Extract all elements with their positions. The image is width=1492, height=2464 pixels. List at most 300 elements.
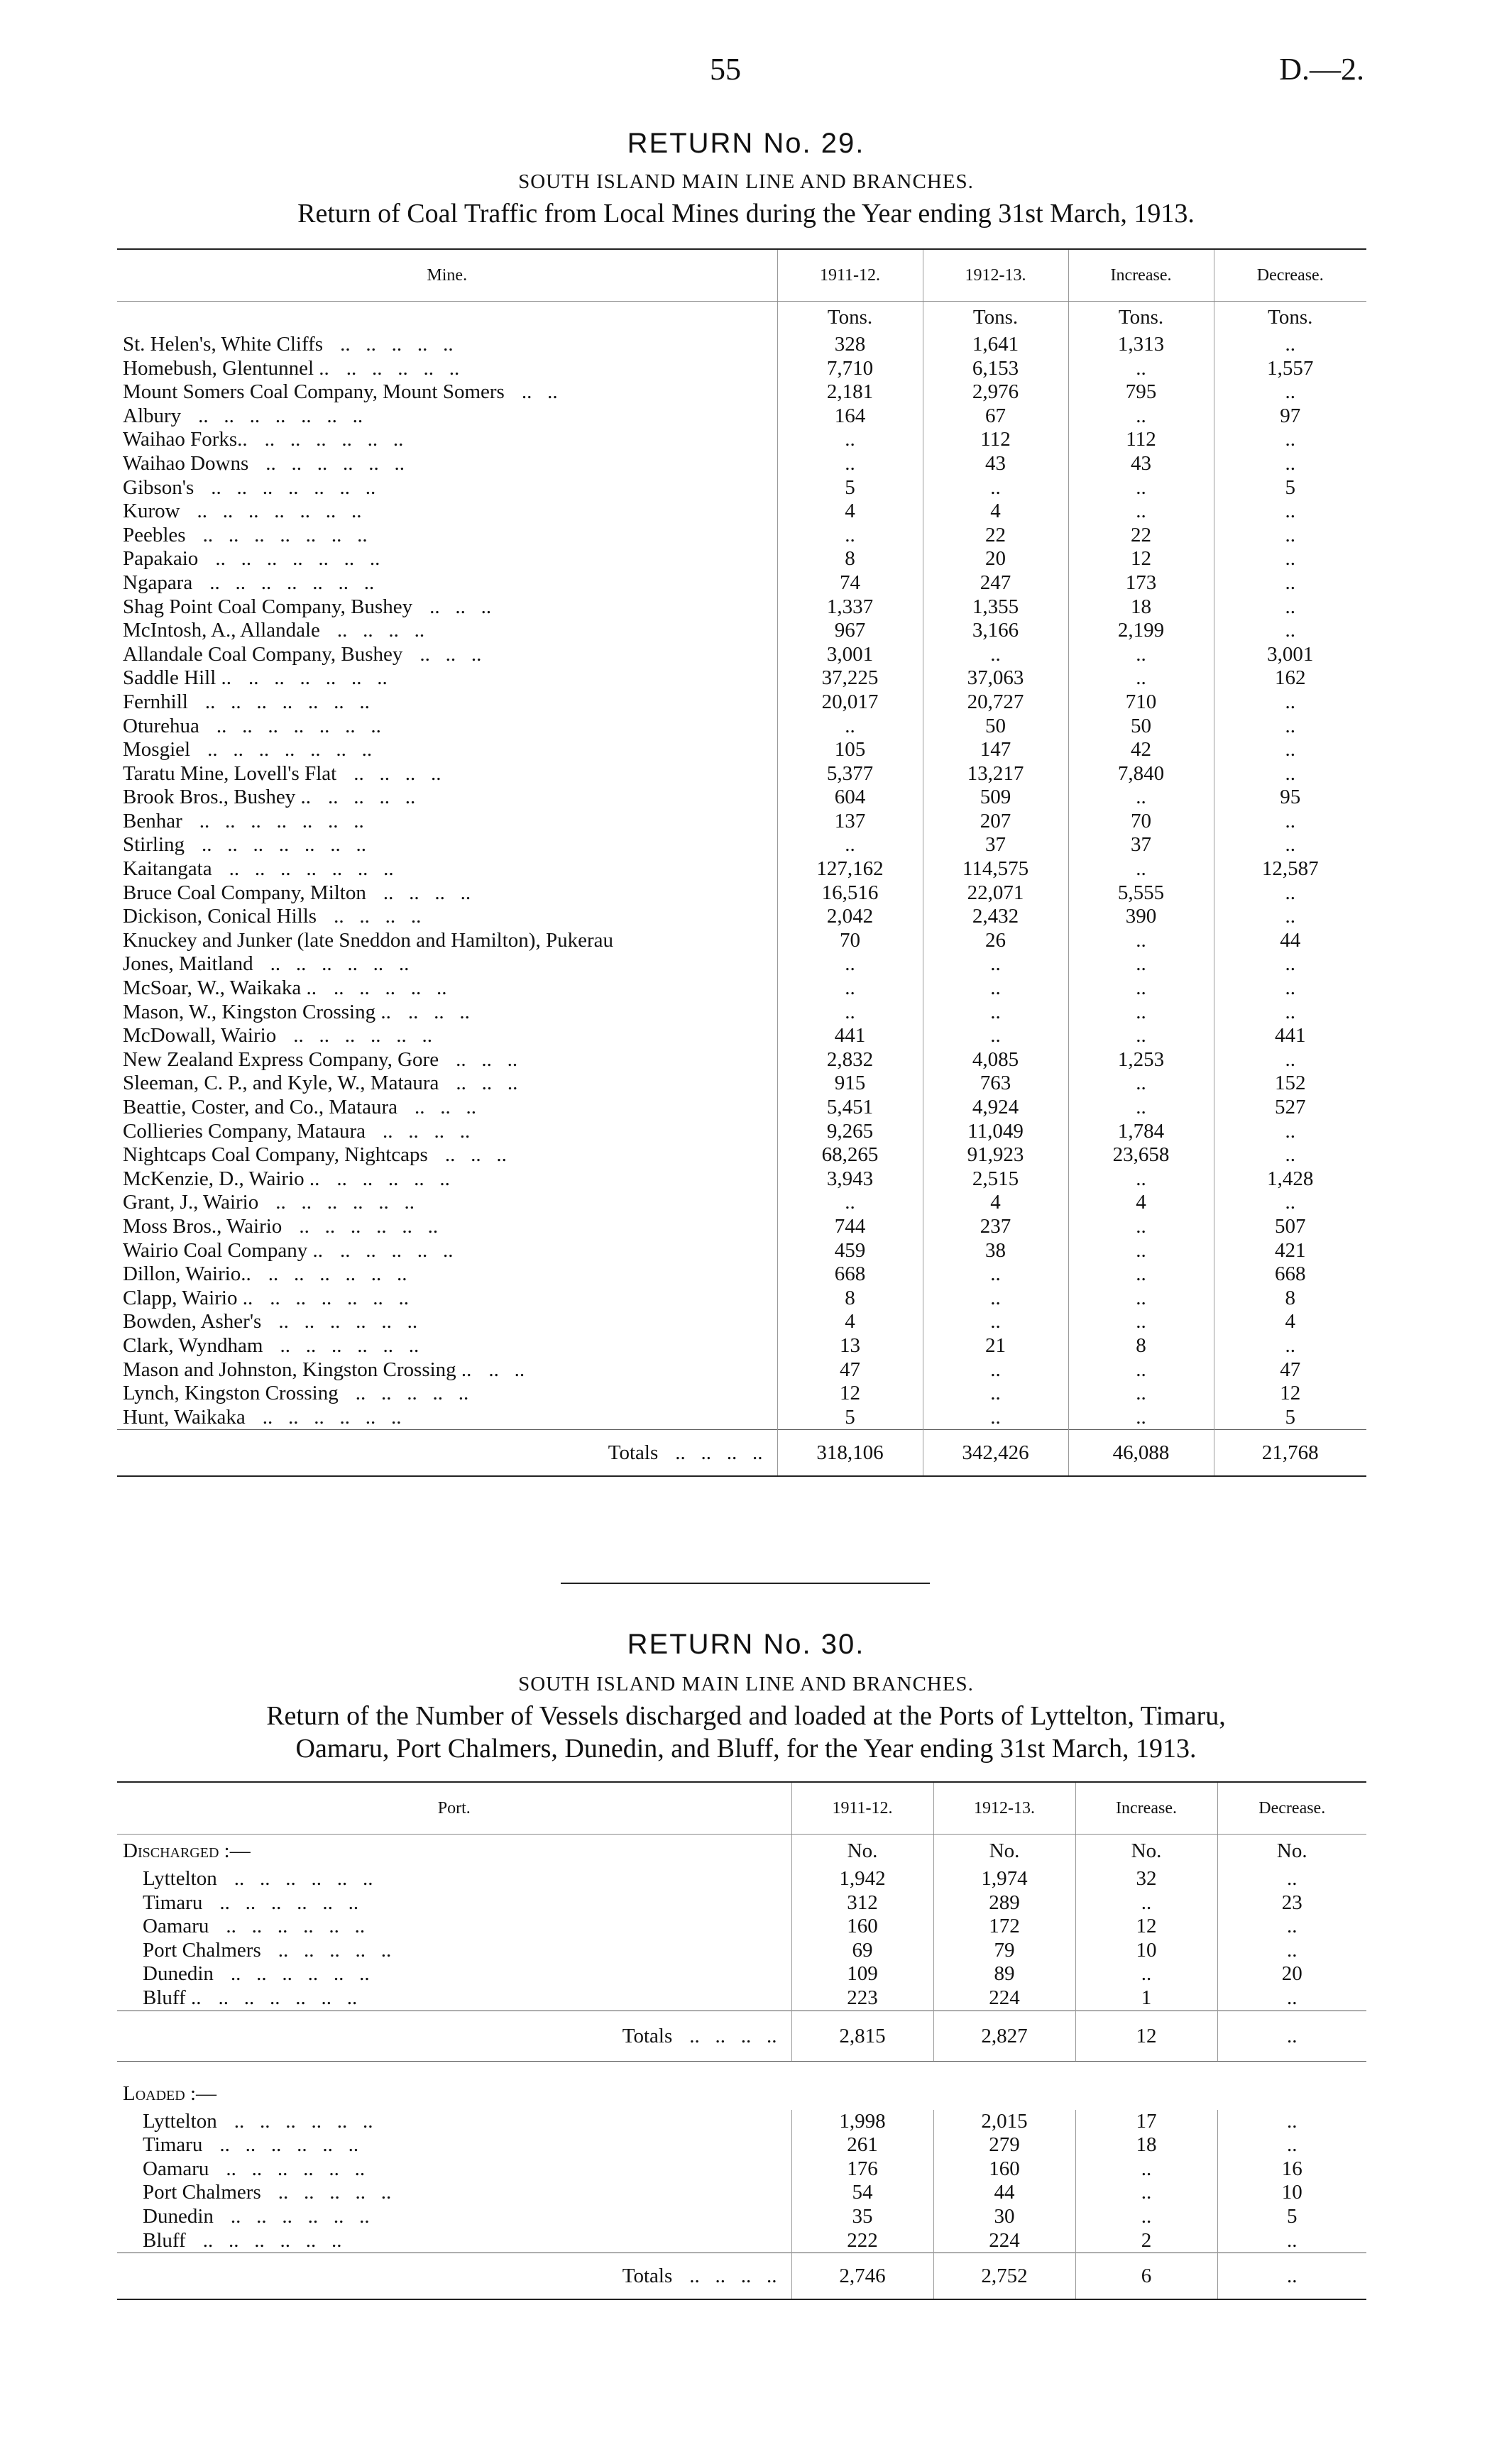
value-1912-13: 79 xyxy=(933,1939,1075,1963)
table-row xyxy=(117,1867,1366,1891)
value-decrease: 44 xyxy=(1214,929,1366,953)
entry-name: Kaitangata xyxy=(123,857,212,881)
value-decrease: 5 xyxy=(1214,1406,1366,1430)
value-increase: .. xyxy=(1068,857,1214,881)
value-increase: 10 xyxy=(1075,1939,1217,1963)
value-increase: .. xyxy=(1068,977,1214,1001)
leader-dots: .. .. .. .. .. .. .. xyxy=(211,475,376,499)
value-decrease: .. xyxy=(1214,810,1366,834)
row-label xyxy=(117,1072,777,1096)
value-1912-13: .. xyxy=(923,476,1068,500)
value-increase: 43 xyxy=(1068,452,1214,476)
return-29-caption: Return of Coal Traffic from Local Mines during the Year ending 31st March, 1913. xyxy=(297,199,1195,229)
row-label xyxy=(117,2229,791,2253)
value-increase: .. xyxy=(1068,1096,1214,1120)
value-1911-12: 5 xyxy=(777,1406,923,1430)
entry-name: St. Helen's, White Cliffs xyxy=(123,333,324,356)
value-increase: 17 xyxy=(1075,2110,1217,2134)
value-decrease: .. xyxy=(1217,2133,1366,2157)
row-label xyxy=(117,1096,777,1120)
table-row xyxy=(117,1962,1366,1986)
value-decrease: 10 xyxy=(1217,2181,1366,2205)
value-decrease: .. xyxy=(1214,1120,1366,1144)
entry-name: Mosgiel xyxy=(123,738,191,761)
row-label xyxy=(117,857,777,881)
totals-label: Totals xyxy=(622,2024,673,2047)
table-row xyxy=(117,1001,1366,1025)
value-decrease: 1,428 xyxy=(1214,1167,1366,1192)
value-1912-13: 91,923 xyxy=(923,1143,1068,1167)
leader-dots: .. .. .. .. .. xyxy=(340,1238,454,1262)
value-decrease: 5 xyxy=(1217,2205,1366,2229)
entry-name: Bluff xyxy=(143,2228,186,2252)
table-row xyxy=(117,1239,1366,1263)
unit-label: Tons. xyxy=(1068,302,1214,334)
section-divider xyxy=(561,1583,930,1584)
value-increase: 23,658 xyxy=(1068,1143,1214,1167)
value-1911-12: .. xyxy=(777,952,923,977)
value-decrease: .. xyxy=(1217,1915,1366,1939)
value-decrease: 4 xyxy=(1214,1310,1366,1334)
leader-dots: .. .. .. .. .. xyxy=(355,1382,469,1405)
value-decrease: .. xyxy=(1214,500,1366,524)
leader-dots: .. .. .. .. .. .. xyxy=(262,1405,402,1429)
value-increase: 12 xyxy=(1068,547,1214,571)
value-decrease: .. xyxy=(1214,738,1366,762)
value-decrease: .. xyxy=(1214,1143,1366,1167)
table-header-row xyxy=(117,249,1366,302)
entry-name: Dunedin xyxy=(143,1962,214,1986)
value-increase: .. xyxy=(1068,786,1214,810)
column-header-increase: Increase. xyxy=(1068,249,1214,302)
row-label xyxy=(117,571,777,595)
leader-dots: .. .. xyxy=(521,380,558,404)
entry-name: Taratu Mine, Lovell's Flat xyxy=(123,761,337,785)
value-increase: .. xyxy=(1068,1072,1214,1096)
leader-dots: .. .. .. .. .. .. xyxy=(264,428,404,451)
row-label xyxy=(117,715,777,739)
value-decrease: .. xyxy=(1214,1191,1366,1215)
row-label xyxy=(117,1001,777,1025)
leader-dots: .. .. .. .. .. xyxy=(334,977,447,1000)
total-decrease: .. xyxy=(1217,2011,1366,2061)
value-increase: .. xyxy=(1075,2181,1217,2205)
row-label xyxy=(117,691,777,715)
entry-name: Kurow xyxy=(123,500,180,523)
row-label xyxy=(117,547,777,571)
value-1911-12: 70 xyxy=(777,929,923,953)
total-1912-13: 342,426 xyxy=(923,1430,1068,1477)
leader-dots: .. .. .. .. .. .. .. xyxy=(198,404,363,427)
leader-dots: .. .. .. .. .. .. .. xyxy=(229,857,394,881)
value-increase: .. xyxy=(1075,2205,1217,2229)
table-row xyxy=(117,1406,1366,1430)
value-increase: .. xyxy=(1075,2157,1217,2182)
value-decrease: .. xyxy=(1214,977,1366,1001)
value-1911-12: .. xyxy=(777,452,923,476)
row-label xyxy=(117,595,777,620)
value-decrease: .. xyxy=(1214,762,1366,786)
value-decrease: .. xyxy=(1214,571,1366,595)
value-increase: 710 xyxy=(1068,691,1214,715)
row-label xyxy=(117,1167,777,1192)
leader-dots: .. .. .. .. .. .. xyxy=(270,1286,409,1309)
column-header-port: Port. xyxy=(117,1782,791,1835)
value-decrease: .. xyxy=(1217,2229,1366,2253)
table-row xyxy=(117,2133,1366,2157)
value-decrease: 5 xyxy=(1214,476,1366,500)
value-decrease: .. xyxy=(1214,833,1366,857)
value-1911-12: 459 xyxy=(777,1239,923,1263)
value-1911-12: 1,337 xyxy=(777,595,923,620)
leader-dots: .. .. .. .. .. xyxy=(336,1167,450,1190)
value-1911-12: 164 xyxy=(777,405,923,429)
leader-dots: .. .. .. .. .. .. xyxy=(248,666,388,690)
row-label xyxy=(117,1867,791,1891)
table-row xyxy=(117,1310,1366,1334)
value-1912-13: 112 xyxy=(923,428,1068,452)
table-row xyxy=(117,1334,1366,1358)
row-label xyxy=(117,1939,791,1963)
value-1911-12: 69 xyxy=(791,1939,933,1963)
value-1911-12: 744 xyxy=(777,1215,923,1239)
return-30-title: RETURN No. 30. xyxy=(627,1629,865,1660)
row-label xyxy=(117,500,777,524)
section-row-discharged xyxy=(117,1835,1366,1868)
entry-name: Knuckey and Junker (late Sneddon and Hamilton), Pukerau xyxy=(123,928,613,952)
total-decrease: 21,768 xyxy=(1214,1430,1366,1477)
leader-dots: .. .. .. .. xyxy=(353,761,441,785)
value-1912-13: 2,015 xyxy=(933,2110,1075,2134)
value-1912-13: 20,727 xyxy=(923,691,1068,715)
table-row xyxy=(117,810,1366,834)
leader-dots: .. .. .. .. .. .. xyxy=(270,952,410,976)
table-row xyxy=(117,2205,1366,2229)
value-1911-12: 9,265 xyxy=(777,1120,923,1144)
row-label xyxy=(117,1986,791,2011)
leader-dots: .. .. .. .. .. xyxy=(278,2181,392,2204)
entry-name: Port Chalmers xyxy=(143,1938,261,1962)
value-increase: 22 xyxy=(1068,524,1214,548)
leader-dots: .. .. .. .. .. .. xyxy=(234,2109,373,2133)
leader-dots: .. .. .. .. xyxy=(334,905,422,928)
value-1911-12: 2,042 xyxy=(777,905,923,929)
row-label xyxy=(117,2181,791,2205)
table-row xyxy=(117,952,1366,977)
value-increase: .. xyxy=(1068,1239,1214,1263)
table-row xyxy=(117,715,1366,739)
value-increase: .. xyxy=(1068,929,1214,953)
table-row xyxy=(117,1915,1366,1939)
value-1911-12: 967 xyxy=(777,619,923,643)
document-reference: D.—2. xyxy=(1279,52,1364,87)
table-row xyxy=(117,2229,1366,2253)
value-decrease: 20 xyxy=(1217,1962,1366,1986)
value-1912-13: 247 xyxy=(923,571,1068,595)
value-1911-12: 127,162 xyxy=(777,857,923,881)
section-label-loaded: Loaded :— xyxy=(123,2081,217,2105)
value-1912-13: 224 xyxy=(933,2229,1075,2253)
value-decrease: 8 xyxy=(1214,1287,1366,1311)
entry-name: Mason and Johnston, Kingston Crossing .. xyxy=(123,1358,472,1381)
value-increase: .. xyxy=(1068,666,1214,691)
value-1912-13: 237 xyxy=(923,1215,1068,1239)
value-decrease: .. xyxy=(1217,2110,1366,2134)
value-1912-13: .. xyxy=(923,1263,1068,1287)
table-header-row xyxy=(117,1782,1366,1835)
value-1912-13: 26 xyxy=(923,929,1068,953)
entry-name: Collieries Company, Mataura xyxy=(123,1119,366,1143)
table-row xyxy=(117,929,1366,953)
leader-dots: .. .. .. .. .. xyxy=(346,356,460,380)
section-row-loaded xyxy=(117,2077,1366,2110)
value-1911-12: 137 xyxy=(777,810,923,834)
value-1912-13: 50 xyxy=(923,715,1068,739)
value-decrease: .. xyxy=(1214,333,1366,357)
value-decrease: .. xyxy=(1214,524,1366,548)
value-increase: 5,555 xyxy=(1068,881,1214,906)
row-label xyxy=(117,476,777,500)
value-increase: 32 xyxy=(1075,1867,1217,1891)
table-row xyxy=(117,1143,1366,1167)
value-1912-13: 4,924 xyxy=(923,1096,1068,1120)
table-row xyxy=(117,1382,1366,1406)
entry-name: Oamaru xyxy=(143,1915,209,1938)
total-decrease: .. xyxy=(1217,2253,1366,2300)
entry-name: Mount Somers Coal Company, Mount Somers xyxy=(123,380,505,404)
row-label xyxy=(117,452,777,476)
value-decrease: .. xyxy=(1217,1867,1366,1891)
table-row xyxy=(117,691,1366,715)
value-1912-13: .. xyxy=(923,1358,1068,1382)
entry-name: Oturehua xyxy=(123,714,199,737)
value-decrease: .. xyxy=(1214,881,1366,906)
entry-name: Lynch, Kingston Crossing xyxy=(123,1382,339,1405)
entry-name: Sleeman, C. P., and Kyle, W., Mataura xyxy=(123,1072,439,1095)
value-1912-13: 4 xyxy=(923,1191,1068,1215)
value-1911-12: 37,225 xyxy=(777,666,923,691)
leader-dots: .. .. .. .. xyxy=(383,1119,471,1143)
value-decrease: 95 xyxy=(1214,786,1366,810)
value-decrease: 668 xyxy=(1214,1263,1366,1287)
return-30-subtitle: SOUTH ISLAND MAIN LINE AND BRANCHES. xyxy=(518,1673,974,1695)
table-row xyxy=(117,905,1366,929)
value-1911-12: 7,710 xyxy=(777,357,923,381)
table-row xyxy=(117,428,1366,452)
leader-dots: .. .. .. .. .. .. xyxy=(230,1962,370,1986)
coal-traffic-table xyxy=(117,248,1366,1477)
value-1912-13: .. xyxy=(923,1024,1068,1048)
value-decrease: 3,001 xyxy=(1214,643,1366,667)
entry-name: Lyttelton xyxy=(143,2109,217,2133)
table-row xyxy=(117,833,1366,857)
value-increase: 70 xyxy=(1068,810,1214,834)
entry-name: McDowall, Wairio xyxy=(123,1024,277,1047)
entry-name: Oamaru xyxy=(143,2157,209,2180)
total-1911-12: 2,815 xyxy=(791,2011,933,2061)
leader-dots: .. .. .. .. .. .. xyxy=(268,1263,407,1286)
table-row xyxy=(117,1167,1366,1192)
value-1912-13: 21 xyxy=(923,1334,1068,1358)
column-header-decrease: Decrease. xyxy=(1214,249,1366,302)
unit-label: Tons. xyxy=(777,302,923,334)
row-label xyxy=(117,952,777,977)
value-1912-13: 30 xyxy=(933,2205,1075,2229)
table-row xyxy=(117,571,1366,595)
row-label xyxy=(117,1191,777,1215)
row-label xyxy=(117,524,777,548)
value-1912-13: 763 xyxy=(923,1072,1068,1096)
value-1912-13: 22 xyxy=(923,524,1068,548)
value-increase: .. xyxy=(1068,1358,1214,1382)
value-1911-12: 20,017 xyxy=(777,691,923,715)
table-row xyxy=(117,1096,1366,1120)
leader-dots: .. .. .. .. xyxy=(689,2024,777,2047)
value-1911-12: 35 xyxy=(791,2205,933,2229)
value-increase: .. xyxy=(1068,643,1214,667)
value-1911-12: 312 xyxy=(791,1891,933,1915)
value-1912-13: 22,071 xyxy=(923,881,1068,906)
value-1911-12: .. xyxy=(777,977,923,1001)
value-increase: 1,784 xyxy=(1068,1120,1214,1144)
value-1912-13: 3,166 xyxy=(923,619,1068,643)
entry-name: Lyttelton xyxy=(143,1867,217,1890)
entry-name: Benhar xyxy=(123,809,182,832)
leader-dots: .. .. .. .. .. .. xyxy=(293,1024,432,1047)
table-row xyxy=(117,1986,1366,2011)
value-1911-12: 4 xyxy=(777,500,923,524)
leader-dots: .. .. .. .. .. .. .. xyxy=(204,690,370,713)
value-1912-13: 4,085 xyxy=(923,1048,1068,1072)
column-header-1912-13: 1912-13. xyxy=(923,249,1068,302)
row-label xyxy=(117,357,777,381)
value-decrease: 97 xyxy=(1214,405,1366,429)
table-row xyxy=(117,1939,1366,1963)
value-1912-13: 20 xyxy=(923,547,1068,571)
value-decrease: .. xyxy=(1214,691,1366,715)
value-1912-13: 160 xyxy=(933,2157,1075,2182)
leader-dots: .. .. .. .. .. .. xyxy=(230,2204,370,2228)
spacer-row xyxy=(117,2061,1366,2077)
value-decrease: .. xyxy=(1214,952,1366,977)
value-decrease: .. xyxy=(1217,1986,1366,2011)
row-label xyxy=(117,1962,791,1986)
row-label xyxy=(117,2157,791,2182)
value-1911-12: .. xyxy=(777,833,923,857)
value-1911-12: 2,832 xyxy=(777,1048,923,1072)
total-increase: 6 xyxy=(1075,2253,1217,2300)
value-1912-13: 43 xyxy=(923,452,1068,476)
value-1911-12: 1,998 xyxy=(791,2110,933,2134)
table-row xyxy=(117,500,1366,524)
totals-label: Totals xyxy=(622,2265,673,2288)
value-decrease: 527 xyxy=(1214,1096,1366,1120)
table-row xyxy=(117,1287,1366,1311)
column-header-decrease: Decrease. xyxy=(1217,1782,1366,1835)
entry-name: Waihao Downs xyxy=(123,451,249,475)
value-increase: 173 xyxy=(1068,571,1214,595)
table-row xyxy=(117,1191,1366,1215)
totals-label: Totals xyxy=(608,1441,659,1465)
entry-name: Ngapara xyxy=(123,571,193,594)
leader-dots: .. .. .. .. .. .. .. xyxy=(216,714,381,737)
value-decrease: 441 xyxy=(1214,1024,1366,1048)
row-label xyxy=(117,1263,777,1287)
row-label xyxy=(117,786,777,810)
value-increase: 112 xyxy=(1068,428,1214,452)
entry-name: Dickison, Conical Hills xyxy=(123,905,317,928)
leader-dots: .. .. .. .. .. .. .. xyxy=(202,833,367,857)
row-label xyxy=(117,2110,791,2134)
value-increase: .. xyxy=(1075,1891,1217,1915)
value-increase: .. xyxy=(1068,476,1214,500)
row-label xyxy=(117,929,777,953)
value-1911-12: 105 xyxy=(777,738,923,762)
value-1912-13: 224 xyxy=(933,1986,1075,2011)
table-row xyxy=(117,547,1366,571)
table-row xyxy=(117,333,1366,357)
table-row xyxy=(117,881,1366,906)
table-row xyxy=(117,2181,1366,2205)
value-1912-13: 11,049 xyxy=(923,1120,1068,1144)
page-header xyxy=(0,51,1492,94)
unit-label: No. xyxy=(1217,1835,1366,1868)
table-row xyxy=(117,738,1366,762)
value-1911-12: 4 xyxy=(777,1310,923,1334)
row-label xyxy=(117,1915,791,1939)
leader-dots: .. .. .. .. .. .. xyxy=(219,2133,359,2157)
leader-dots: .. .. .. .. .. .. .. xyxy=(209,571,375,594)
row-label xyxy=(117,1358,777,1382)
value-increase: .. xyxy=(1068,1382,1214,1406)
value-1911-12: 176 xyxy=(791,2157,933,2182)
value-increase: 390 xyxy=(1068,905,1214,929)
table-row xyxy=(117,786,1366,810)
value-1911-12: 2,181 xyxy=(777,380,923,405)
value-1911-12: 13 xyxy=(777,1334,923,1358)
entry-name: New Zealand Express Company, Gore xyxy=(123,1047,439,1071)
value-decrease: .. xyxy=(1214,595,1366,620)
value-1912-13: 1,355 xyxy=(923,595,1068,620)
value-1911-12: 8 xyxy=(777,1287,923,1311)
value-1911-12: 109 xyxy=(791,1962,933,1986)
entry-name: Port Chalmers xyxy=(143,2181,261,2204)
value-increase: .. xyxy=(1068,405,1214,429)
row-label xyxy=(117,2205,791,2229)
row-label xyxy=(117,666,777,691)
entry-name: Homebush, Glentunnel .. xyxy=(123,356,329,380)
totals-row xyxy=(117,2011,1366,2061)
value-increase: 42 xyxy=(1068,738,1214,762)
leader-dots: .. .. .. xyxy=(456,1047,518,1071)
column-header-mine: Mine. xyxy=(117,249,777,302)
row-label xyxy=(117,977,777,1001)
value-decrease: 16 xyxy=(1217,2157,1366,2182)
entry-name: Allandale Coal Company, Bushey xyxy=(123,642,403,666)
value-decrease: .. xyxy=(1214,1334,1366,1358)
leader-dots: .. .. .. .. xyxy=(328,786,416,809)
value-1911-12: 328 xyxy=(777,333,923,357)
row-label xyxy=(117,881,777,906)
table-row xyxy=(117,1891,1366,1915)
value-increase: 18 xyxy=(1075,2133,1217,2157)
leader-dots: .. .. .. .. .. .. xyxy=(278,1310,418,1333)
table-row xyxy=(117,1048,1366,1072)
leader-dots: .. .. .. .. .. xyxy=(340,333,454,356)
value-decrease: .. xyxy=(1214,715,1366,739)
table-row xyxy=(117,524,1366,548)
value-decrease: .. xyxy=(1214,905,1366,929)
